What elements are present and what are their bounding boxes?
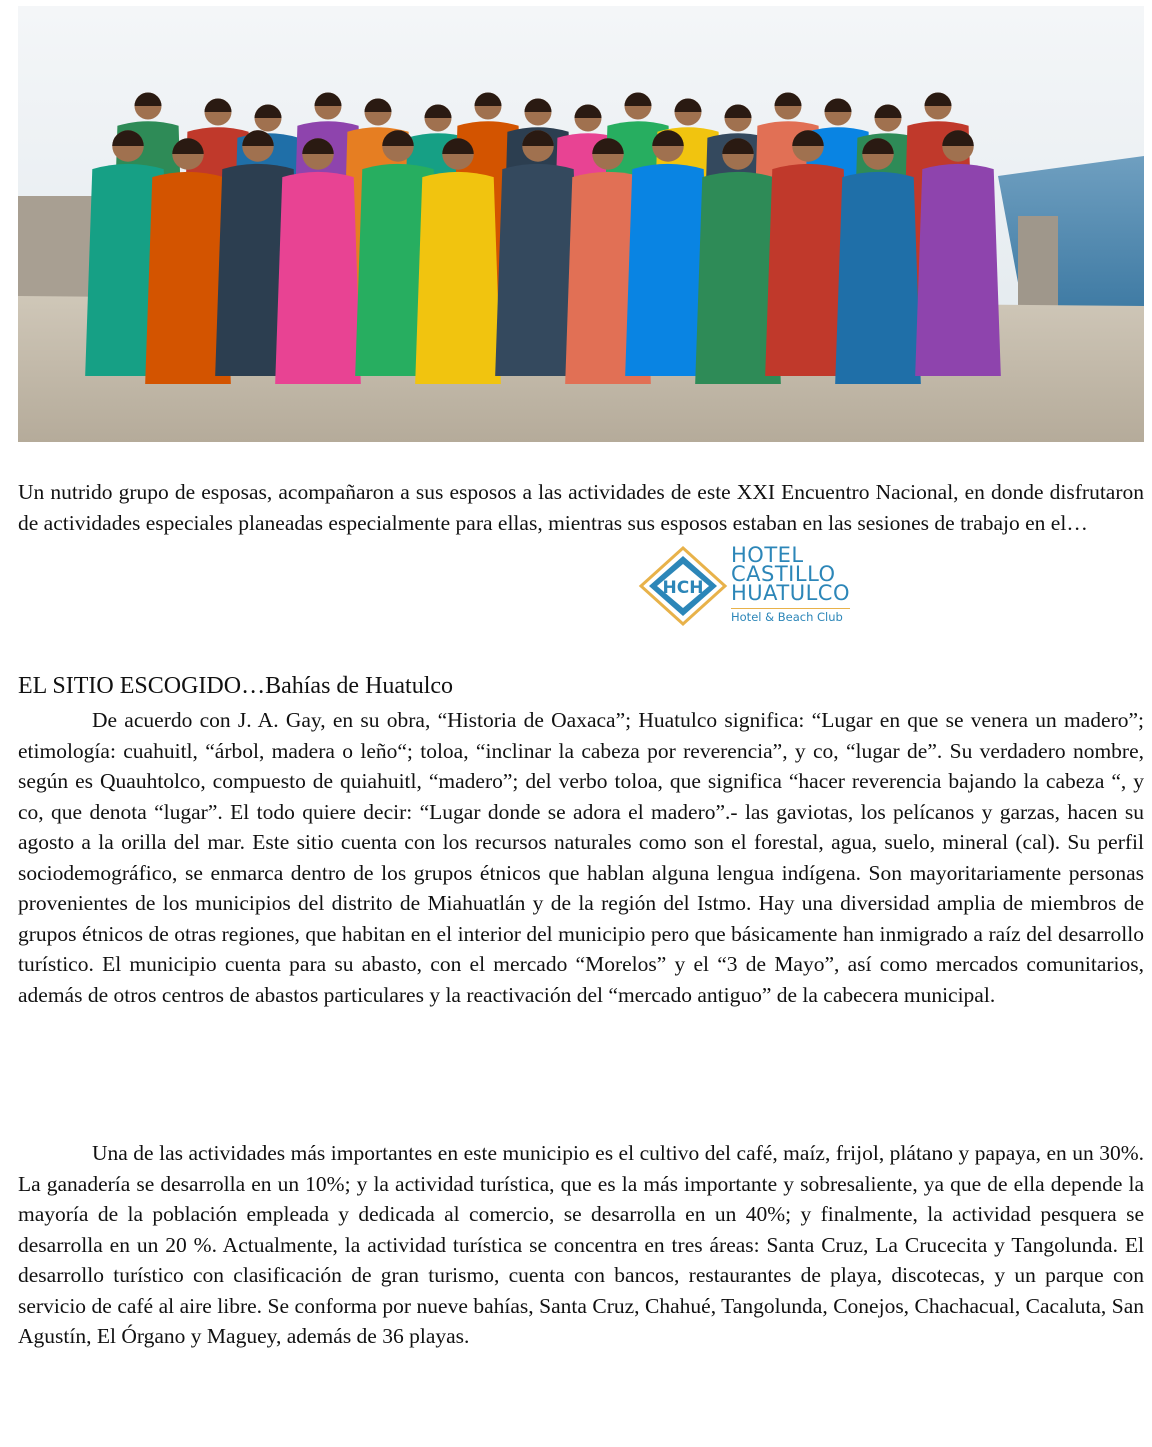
section-paragraph-1: De acuerdo con J. A. Gay, en su obra, “Historia de Oaxaca”; Huatulco significa: “Lugar en que se venera un madero”; etimología: cuahuitl, “árbol, madera o leño“; toloa, “inclinar la cabeza por reverencia”, y co, “lugar de”. Su verdadero nombre, según es Quauhtolco, compuesto de quiahuitl, “madero”; del verbo toloa, que significa “hacer reverencia bajando la cabeza “, y co, que denota “lugar”. El todo quiere decir: “Lugar donde se adora el madero”.- las gaviotas, los pelícanos y garzas, hacen su agosto a la orilla del mar. Este sitio cuenta con los recursos naturales como son el forestal, agua, suelo, mineral (cal). Su perfil sociodemográfico, se enmarca dentro de los grupos étnicos que hablan alguna lengua indígena. Son mayoritariamente personas provenientes de los municipios del distrito de Miahuatlán y de la región del Istmo. Hay una diversidad amplia de miembros de grupos étnicos de otras regiones, que habitan en el interior del municipio pero que básicamente han inmigrado a raíz del desarrollo turístico. El municipio cuenta para su abasto, con el mercado “Morelos” y el “3 de Mayo”, así como mercados comunitarios, además de otros centros de abastos particulares y la reactivación del “mercado antiguo” de la cabecera municipal.	[18, 708, 1144, 1007]
group-photo-icon	[18, 6, 1144, 442]
hotel-logo-icon	[637, 544, 729, 628]
section-heading: EL SITIO ESCOGIDO…Bahías de Huatulco	[18, 673, 454, 699]
logo-line-hotel: HOTEL	[731, 543, 804, 567]
intro-paragraph: Un nutrido grupo de esposas, acompañaron a sus esposos a las actividades de este XXI Encuentro Nacional, en donde disfrutaron de actividades especiales planeadas especialmente para ellas, mientras sus esposos estaban en las sesiones de trabajo en el…	[18, 480, 1144, 535]
group-photo	[18, 6, 1144, 442]
section-paragraph-2: Una de las actividades más importantes en este municipio es el cultivo del café, maíz, frijol, plátano y papaya, en un 30%. La ganadería se desarrolla en un 10%; y la actividad turística, que es la más importante y sobresaliente, ya que de ella depende la mayoría de la población empleada y dedicada al comercio, se desarrolla en un 40%; y finalmente, la actividad pesquera se desarrolla en un 20 %. Actualmente, la actividad turística se concentra en tres áreas: Santa Cruz, La Crucecita y Tangolunda. El desarrollo turístico con clasificación de gran turismo, cuenta con bancos, restaurantes de playa, discotecas, y un parque con servicio de café al aire libre. Se conforma por nueve bahías, Santa Cruz, Chahué, Tangolunda, Conejos, Chachacual, Cacaluta, San Agustín, El Órgano y Maguey, además de 36 playas.	[18, 1141, 1144, 1348]
logo-line-castillo: CASTILLO	[731, 562, 836, 586]
hotel-logo	[637, 544, 857, 628]
logo-subtitle: Hotel & Beach Club	[731, 608, 850, 624]
svg-text:HCH: HCH	[662, 578, 704, 598]
logo-line-huatulco: HUATULCO	[731, 581, 850, 605]
